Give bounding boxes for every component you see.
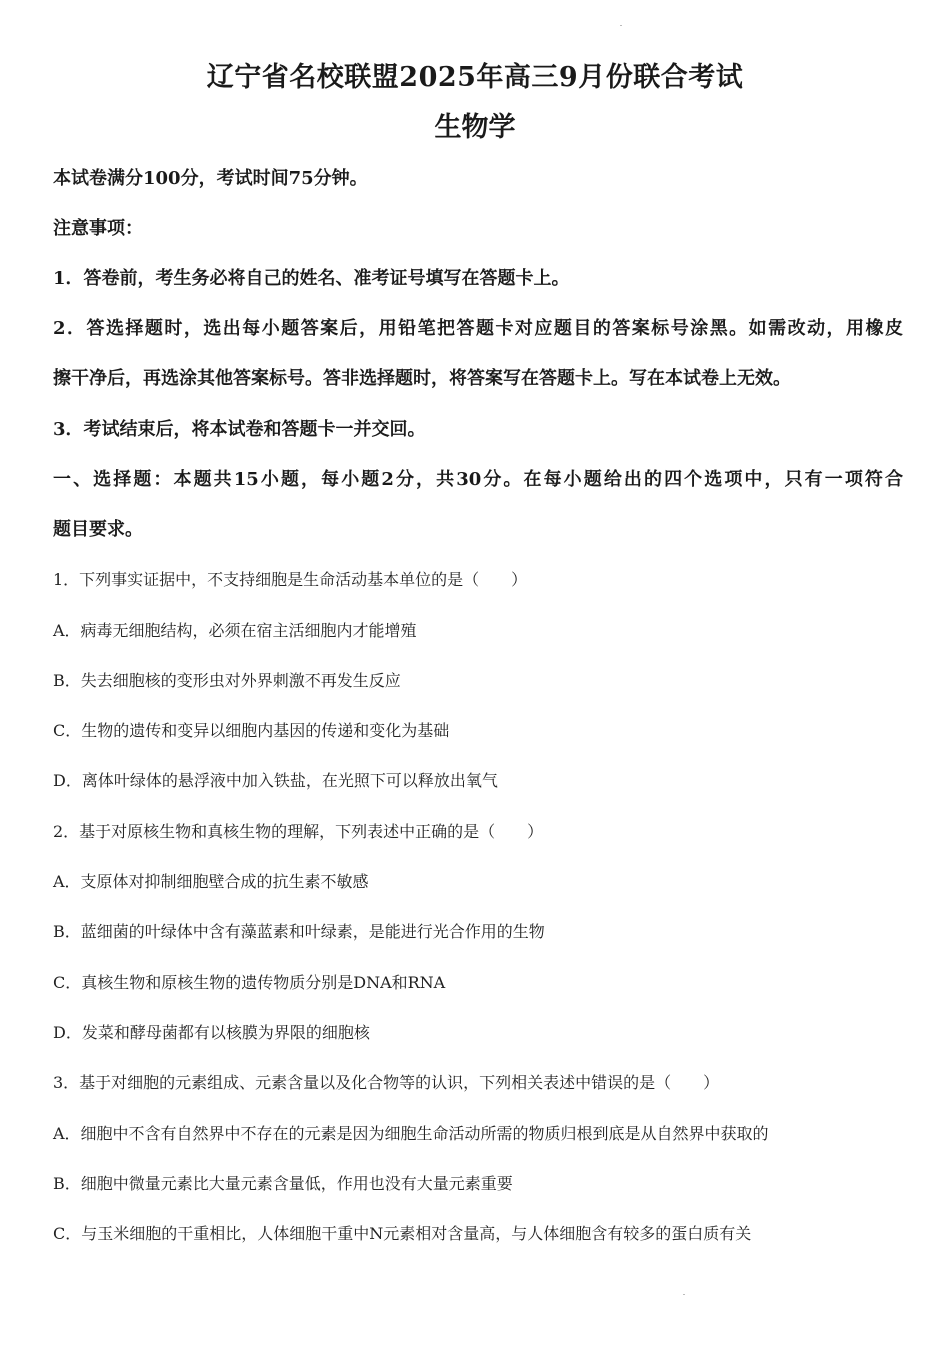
question-1-stem: 1．下列事实证据中，不支持细胞是生命活动基本单位的是（ ） <box>53 570 528 589</box>
question-2-option-a: A．支原体对抑制细胞壁合成的抗生素不敏感 <box>53 872 369 891</box>
full-score-note: 本试卷满分100分，考试时间75分钟。 <box>53 168 368 189</box>
subject-title: 生物学 <box>434 112 516 143</box>
notice-item-1: 1．答卷前，考生务必将自己的姓名、准考证号填写在答题卡上。 <box>53 268 570 289</box>
question-1-option-c: C．生物的遗传和变异以细胞内基因的传递和变化为基础 <box>53 721 450 740</box>
question-2-option-d: D．发菜和酵母菌都有以核膜为界限的细胞核 <box>53 1023 370 1042</box>
question-3-option-b: B．细胞中微量元素比大量元素含量低，作用也没有大量元素重要 <box>53 1174 513 1193</box>
question-1-option-a: A．病毒无细胞结构，必须在宿主活细胞内才能增殖 <box>53 621 417 640</box>
section-heading-line-2: 题目要求。 <box>53 519 143 540</box>
notice-item-2-line-1: 2．答选择题时，选出每小题答案后，用铅笔把答题卡对应题目的答案标号涂黑。如需改动，用橡皮 <box>53 318 903 339</box>
scan-speck <box>620 25 622 26</box>
scan-speck <box>683 1294 685 1295</box>
notice-item-2-line-2: 擦干净后，再选涂其他答案标号。答非选择题时，将答案写在答题卡上。写在本试卷上无效。 <box>53 368 791 389</box>
question-3-option-a: A．细胞中不含有自然界中不存在的元素是因为细胞生命活动所需的物质归根到底是从自然界中获取的 <box>53 1124 769 1143</box>
question-2-stem: 2．基于对原核生物和真核生物的理解，下列表述中正确的是（ ） <box>53 822 544 841</box>
question-1-option-b: B．失去细胞核的变形虫对外界刺激不再发生反应 <box>53 671 401 690</box>
question-1-option-d: D．离体叶绿体的悬浮液中加入铁盐，在光照下可以释放出氧气 <box>53 771 498 790</box>
exam-title: 辽宁省名校联盟2025年高三9月份联合考试 <box>206 62 744 93</box>
notice-heading: 注意事项： <box>53 218 143 239</box>
question-3-option-c: C．与玉米细胞的干重相比，人体细胞干重中N元素相对含量高，与人体细胞含有较多的蛋白质有关 <box>53 1224 752 1243</box>
question-2-option-c: C．真核生物和原核生物的遗传物质分别是DNA和RNA <box>53 973 446 992</box>
section-heading-line-1: 一、选择题：本题共15小题，每小题2分，共30分。在每小题给出的四个选项中，只有一项符合 <box>53 469 903 490</box>
question-2-option-b: B．蓝细菌的叶绿体中含有藻蓝素和叶绿素，是能进行光合作用的生物 <box>53 922 545 941</box>
notice-item-3: 3．考试结束后，将本试卷和答题卡一并交回。 <box>53 419 426 440</box>
question-3-stem: 3．基于对细胞的元素组成、元素含量以及化合物等的认识，下列相关表述中错误的是（ ） <box>53 1073 720 1092</box>
